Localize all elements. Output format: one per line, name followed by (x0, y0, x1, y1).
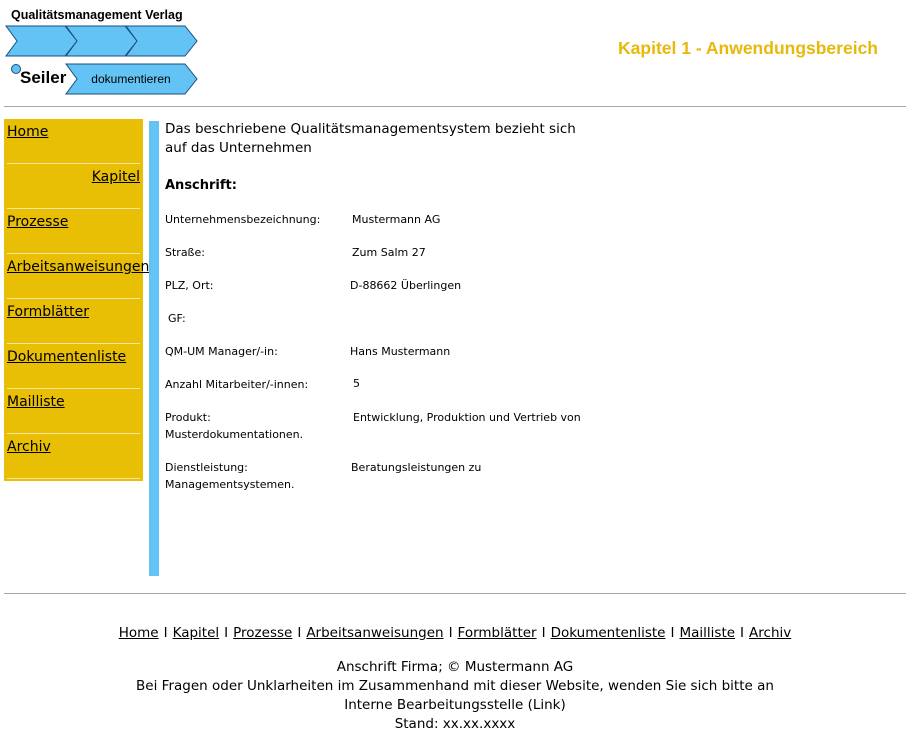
chevron-1 (6, 26, 77, 56)
sidebar-link-prozesse[interactable]: Prozesse (7, 214, 69, 230)
footer-separator: I (740, 625, 745, 641)
field-label-service: Dienstleistung: (165, 461, 248, 474)
sidebar-item-archiv (7, 434, 140, 479)
sidebar (4, 119, 150, 481)
sidebar-item-kapitel (7, 164, 140, 209)
footer-nav (0, 625, 910, 641)
intro-text: Das beschriebene Qualitätsmanagementsystem bezieht sich auf das Unternehmen (165, 121, 576, 156)
logo-word: Seiler (20, 68, 67, 87)
page-title: Kapitel 1 - Anwendungsbereich (618, 38, 878, 58)
field-label-employees: Anzahl Mitarbeiter/-innen: (165, 378, 309, 391)
field-value-company: Mustermann AG (352, 213, 441, 226)
footer-date: Stand: xx.xx.xxxx (394, 716, 516, 732)
field-value-product: Entwicklung, Produktion und Vertrieb von (353, 411, 581, 424)
field-value-street: Zum Salm 27 (352, 246, 426, 259)
field-label-gf: GF: (168, 312, 186, 325)
chevron-label: dokumentieren (91, 72, 171, 86)
footer-link-prozesse[interactable]: Prozesse (233, 625, 293, 641)
sidebar-item-arbeitsanweisungen (7, 254, 150, 299)
field-value-product-continuation: Musterdokumentationen. (165, 428, 304, 441)
footer-divider (4, 593, 906, 594)
footer-link-archiv[interactable]: Archiv (749, 625, 792, 641)
field-label-qm-manager: QM-UM Manager/-in: (165, 345, 278, 358)
footer-link-formblaetter[interactable]: Formblätter (457, 625, 537, 641)
sidebar-link-archiv[interactable]: Archiv (7, 439, 51, 455)
footer-contact: Interne Bearbeitungsstelle (Link) (344, 697, 566, 713)
footer-separator: I (297, 625, 302, 641)
sidebar-link-kapitel[interactable]: Kapitel (91, 169, 140, 185)
field-value-city: D-88662 Überlingen (350, 279, 462, 292)
chevron-3 (126, 26, 197, 56)
sidebar-link-mailliste[interactable]: Mailliste (7, 394, 65, 410)
footer-link-home[interactable]: Home (118, 625, 159, 641)
field-value-service-continuation: Managementsystemen. (165, 478, 295, 491)
sidebar-link-home[interactable]: Home (7, 124, 49, 140)
footer-link-mailliste[interactable]: Mailliste (679, 625, 736, 641)
field-value-qm-manager: Hans Mustermann (350, 345, 451, 358)
footer-separator: I (163, 625, 168, 641)
footer-separator: I (224, 625, 229, 641)
header-divider (4, 106, 906, 107)
footer-company: Anschrift Firma; © Mustermann AG (336, 659, 574, 675)
sidebar-link-arbeitsanweisungen[interactable]: Arbeitsanweisungen (7, 259, 150, 275)
address-heading: Anschrift: (165, 178, 237, 193)
footer-separator: I (670, 625, 675, 641)
chevron-2 (66, 26, 137, 56)
footer-link-arbeitsanweisungen[interactable]: Arbeitsanweisungen (306, 625, 444, 641)
sidebar-link-dokumentenliste[interactable]: Dokumentenliste (7, 349, 127, 365)
sidebar-item-mailliste (7, 389, 140, 434)
sidebar-item-dokumentenliste (7, 344, 140, 389)
footer-separator: I (448, 625, 453, 641)
field-label-street: Straße: (165, 246, 205, 259)
sidebar-link-formblaetter[interactable]: Formblätter (7, 304, 89, 320)
footer-question: Bei Fragen oder Unklarheiten im Zusammenhand mit dieser Website, wenden Sie sich bitte an (136, 678, 774, 694)
sidebar-item-formblaetter (7, 299, 140, 344)
content-accent-bar (149, 121, 159, 576)
publisher-name: Qualitätsmanagement Verlag (11, 8, 183, 22)
field-value-service: Beratungsleistungen zu (351, 461, 482, 474)
field-label-city: PLZ, Ort: (165, 279, 214, 292)
field-value-employees: 5 (353, 377, 360, 390)
sidebar-item-home (7, 119, 140, 164)
footer-separator: I (541, 625, 546, 641)
field-label-product: Produkt: (165, 411, 211, 424)
sidebar-item-prozesse (7, 209, 140, 254)
footer-link-dokumentenliste[interactable]: Dokumentenliste (550, 625, 666, 641)
footer-link-kapitel[interactable]: Kapitel (172, 625, 220, 641)
field-label-company: Unternehmensbezeichnung: (165, 213, 321, 226)
